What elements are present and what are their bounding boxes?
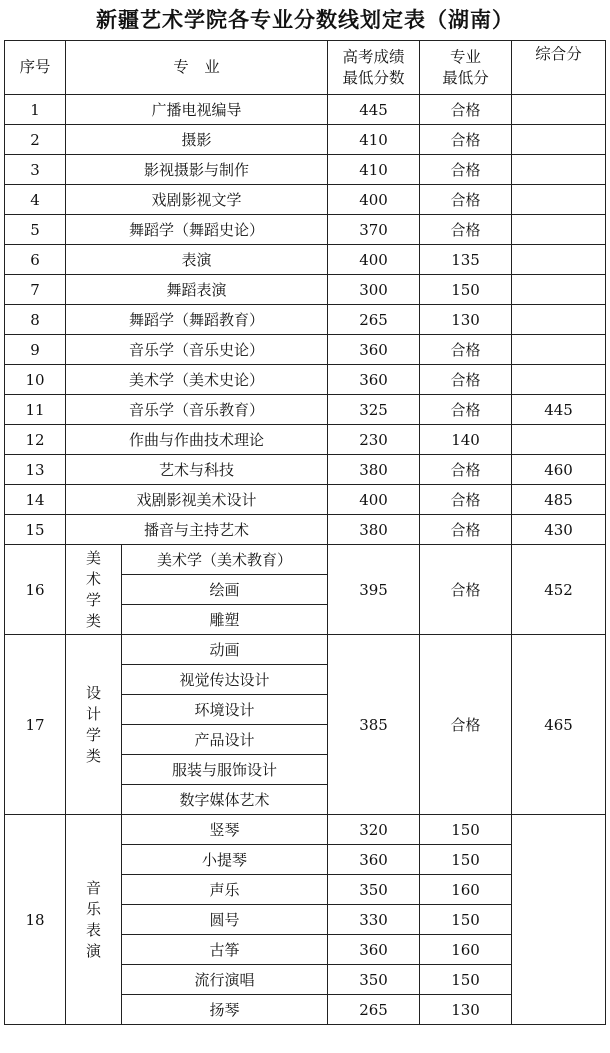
major-cell: 绘画 xyxy=(122,575,328,605)
composite-score-cell xyxy=(512,365,606,395)
gaokao-score-cell: 400 xyxy=(328,185,420,215)
major-cell: 视觉传达设计 xyxy=(122,665,328,695)
major-cell: 播音与主持艺术 xyxy=(66,515,328,545)
table-row xyxy=(5,245,606,275)
header-major: 专 业 xyxy=(66,41,328,95)
header-prof xyxy=(420,41,512,95)
gaokao-score-cell: 385 xyxy=(328,635,420,815)
table-row xyxy=(5,395,606,425)
table-row xyxy=(5,485,606,515)
major-cell: 数字媒体艺术 xyxy=(122,785,328,815)
gaokao-score-cell: 360 xyxy=(328,365,420,395)
gaokao-score-cell: 230 xyxy=(328,425,420,455)
gaokao-score-cell: 320 xyxy=(328,815,420,845)
gaokao-score-cell: 360 xyxy=(328,845,420,875)
table-row xyxy=(5,515,606,545)
seq-cell: 6 xyxy=(5,245,66,275)
gaokao-score-cell: 410 xyxy=(328,125,420,155)
major-cell: 作曲与作曲技术理论 xyxy=(66,425,328,455)
table-row xyxy=(5,185,606,215)
seq-cell: 2 xyxy=(5,125,66,155)
prof-score-cell: 合格 xyxy=(420,545,512,635)
composite-score-cell: 445 xyxy=(512,395,606,425)
prof-score-cell: 130 xyxy=(420,305,512,335)
category-cell: 美术学类 xyxy=(66,545,122,635)
prof-score-cell: 135 xyxy=(420,245,512,275)
composite-score-cell xyxy=(512,215,606,245)
major-cell: 影视摄影与制作 xyxy=(66,155,328,185)
seq-cell: 15 xyxy=(5,515,66,545)
table-row xyxy=(5,335,606,365)
table-row xyxy=(5,635,606,665)
header-prof-line1: 专业 xyxy=(450,47,482,66)
seq-cell: 1 xyxy=(5,95,66,125)
composite-score-cell xyxy=(512,335,606,365)
major-cell: 服装与服饰设计 xyxy=(122,755,328,785)
major-cell: 流行演唱 xyxy=(122,965,328,995)
composite-score-cell xyxy=(512,275,606,305)
prof-score-cell: 150 xyxy=(420,845,512,875)
major-cell: 表演 xyxy=(66,245,328,275)
prof-score-cell: 合格 xyxy=(420,395,512,425)
major-cell: 环境设计 xyxy=(122,695,328,725)
seq-cell: 18 xyxy=(5,815,66,1025)
major-cell: 舞蹈表演 xyxy=(66,275,328,305)
table-row xyxy=(5,125,606,155)
major-cell: 美术学（美术教育） xyxy=(122,545,328,575)
prof-score-cell: 合格 xyxy=(420,635,512,815)
major-cell: 圆号 xyxy=(122,905,328,935)
table-row xyxy=(5,545,606,575)
table-row xyxy=(5,425,606,455)
major-cell: 舞蹈学（舞蹈教育） xyxy=(66,305,328,335)
table-row xyxy=(5,95,606,125)
gaokao-score-cell: 325 xyxy=(328,395,420,425)
gaokao-score-cell: 360 xyxy=(328,935,420,965)
seq-cell: 12 xyxy=(5,425,66,455)
seq-cell: 16 xyxy=(5,545,66,635)
major-cell: 雕塑 xyxy=(122,605,328,635)
composite-score-cell: 460 xyxy=(512,455,606,485)
major-cell: 古筝 xyxy=(122,935,328,965)
prof-score-cell: 合格 xyxy=(420,365,512,395)
major-cell: 声乐 xyxy=(122,875,328,905)
gaokao-score-cell: 400 xyxy=(328,245,420,275)
gaokao-score-cell: 350 xyxy=(328,875,420,905)
prof-score-cell: 150 xyxy=(420,905,512,935)
major-cell: 音乐学（音乐教育） xyxy=(66,395,328,425)
prof-score-cell: 合格 xyxy=(420,185,512,215)
gaokao-score-cell: 350 xyxy=(328,965,420,995)
prof-score-cell: 150 xyxy=(420,275,512,305)
table-row xyxy=(5,155,606,185)
composite-score-cell xyxy=(512,95,606,125)
table-row xyxy=(5,305,606,335)
prof-score-cell: 140 xyxy=(420,425,512,455)
seq-cell: 9 xyxy=(5,335,66,365)
composite-score-cell xyxy=(512,305,606,335)
header-seq: 序号 xyxy=(5,41,66,95)
table-row xyxy=(5,455,606,485)
prof-score-cell: 合格 xyxy=(420,125,512,155)
seq-cell: 8 xyxy=(5,305,66,335)
composite-score-cell: 485 xyxy=(512,485,606,515)
table-row xyxy=(5,815,606,845)
gaokao-score-cell: 265 xyxy=(328,305,420,335)
major-cell: 艺术与科技 xyxy=(66,455,328,485)
seq-cell: 10 xyxy=(5,365,66,395)
major-cell: 动画 xyxy=(122,635,328,665)
major-cell: 小提琴 xyxy=(122,845,328,875)
seq-cell: 3 xyxy=(5,155,66,185)
seq-cell: 17 xyxy=(5,635,66,815)
gaokao-score-cell: 300 xyxy=(328,275,420,305)
category-cell: 音乐表演 xyxy=(66,815,122,1025)
composite-score-cell xyxy=(512,425,606,455)
composite-score-cell: 452 xyxy=(512,545,606,635)
composite-score-cell: 430 xyxy=(512,515,606,545)
prof-score-cell: 合格 xyxy=(420,155,512,185)
gaokao-score-cell: 360 xyxy=(328,335,420,365)
major-cell: 扬琴 xyxy=(122,995,328,1025)
table-title: 新疆艺术学院各专业分数线划定表（湖南） xyxy=(96,8,514,32)
table-row xyxy=(5,365,606,395)
composite-score-cell xyxy=(512,815,606,1025)
header-composite: 综合分 xyxy=(512,41,606,95)
prof-score-cell: 160 xyxy=(420,875,512,905)
major-cell: 摄影 xyxy=(66,125,328,155)
gaokao-score-cell: 400 xyxy=(328,485,420,515)
table-row xyxy=(5,275,606,305)
seq-cell: 14 xyxy=(5,485,66,515)
score-table xyxy=(4,40,606,1025)
seq-cell: 13 xyxy=(5,455,66,485)
header-gaokao-line2: 最低分数 xyxy=(342,68,405,87)
major-cell: 戏剧影视文学 xyxy=(66,185,328,215)
header-row xyxy=(5,41,606,95)
prof-score-cell: 160 xyxy=(420,935,512,965)
prof-score-cell: 合格 xyxy=(420,515,512,545)
gaokao-score-cell: 265 xyxy=(328,995,420,1025)
prof-score-cell: 合格 xyxy=(420,335,512,365)
gaokao-score-cell: 410 xyxy=(328,155,420,185)
composite-score-cell xyxy=(512,155,606,185)
major-cell: 音乐学（音乐史论） xyxy=(66,335,328,365)
composite-score-cell xyxy=(512,185,606,215)
header-gaokao-line1: 高考成绩 xyxy=(342,47,405,66)
prof-score-cell: 合格 xyxy=(420,485,512,515)
prof-score-cell: 150 xyxy=(420,965,512,995)
prof-score-cell: 合格 xyxy=(420,95,512,125)
header-gaokao xyxy=(328,41,420,95)
header-prof-line2: 最低分 xyxy=(442,68,489,87)
prof-score-cell: 合格 xyxy=(420,455,512,485)
major-cell: 舞蹈学（舞蹈史论） xyxy=(66,215,328,245)
seq-cell: 7 xyxy=(5,275,66,305)
prof-score-cell: 150 xyxy=(420,815,512,845)
gaokao-score-cell: 370 xyxy=(328,215,420,245)
composite-score-cell xyxy=(512,245,606,275)
seq-cell: 5 xyxy=(5,215,66,245)
seq-cell: 11 xyxy=(5,395,66,425)
gaokao-score-cell: 445 xyxy=(328,95,420,125)
seq-cell: 4 xyxy=(5,185,66,215)
gaokao-score-cell: 395 xyxy=(328,545,420,635)
major-cell: 美术学（美术史论） xyxy=(66,365,328,395)
composite-score-cell xyxy=(512,125,606,155)
gaokao-score-cell: 380 xyxy=(328,515,420,545)
prof-score-cell: 130 xyxy=(420,995,512,1025)
major-cell: 产品设计 xyxy=(122,725,328,755)
composite-score-cell: 465 xyxy=(512,635,606,815)
category-cell: 设计学类 xyxy=(66,635,122,815)
major-cell: 戏剧影视美术设计 xyxy=(66,485,328,515)
major-cell: 竖琴 xyxy=(122,815,328,845)
gaokao-score-cell: 330 xyxy=(328,905,420,935)
major-cell: 广播电视编导 xyxy=(66,95,328,125)
prof-score-cell: 合格 xyxy=(420,215,512,245)
table-row xyxy=(5,215,606,245)
gaokao-score-cell: 380 xyxy=(328,455,420,485)
table-body xyxy=(5,95,606,1025)
